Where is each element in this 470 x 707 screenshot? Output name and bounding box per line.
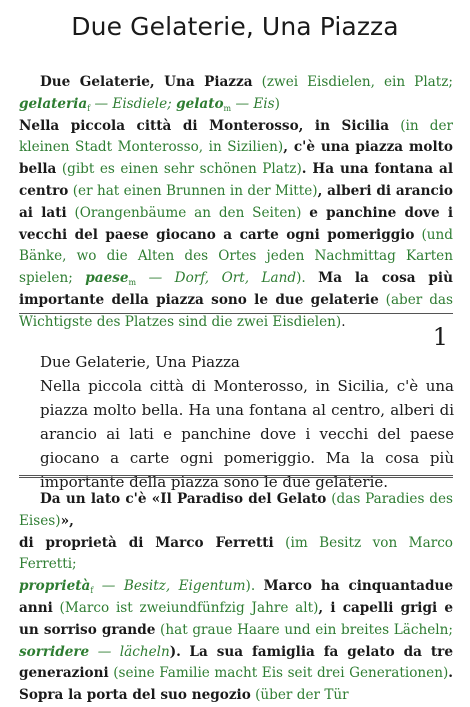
reading-body: Nella piccola città di Monterosso, in Sicilia, c'è una piazza molto bella. Ha una fontana al centro, alberi di arancio ai lati e panchine dove i vecchi del paese giocano a carte ogni pomeriggio. Ma la cosa più importante della piazza sono le due gelaterie. <box>40 377 454 491</box>
vocab-word: gelato <box>176 95 224 112</box>
vocab-word: proprietà <box>19 578 91 595</box>
italian-phrase: e panchine dove i vecchi del paese giocano a carte ogni pomeriggio <box>19 204 454 243</box>
german-gloss: (in der kleinen Stadt Monterosso, in Sizilien) <box>19 117 453 156</box>
reading-text <box>40 350 454 494</box>
section-divider <box>19 313 453 314</box>
gender-marker: f <box>87 103 91 113</box>
gloss-close: ). <box>169 643 181 660</box>
german-gloss: (gibt es einen sehr schönen Platz) <box>61 161 302 178</box>
reading-heading: Due Gelaterie, Una Piazza <box>40 353 240 371</box>
italian-phrase: , i capelli grigi e un sorriso grande <box>19 599 453 638</box>
german-gloss: (zwei Eisdielen, ein Platz; <box>261 74 453 90</box>
german-gloss: (er hat einen Brunnen in der Mitte) <box>72 182 318 199</box>
section-divider-double <box>19 475 453 478</box>
page-number: 1 <box>432 323 448 351</box>
italian-phrase: , c'è una piazza molto bella <box>19 139 454 178</box>
vocab-translation: — Eisdiele; <box>94 95 172 112</box>
italian-phrase: . Ha una fontana al centro <box>19 161 453 199</box>
vocab-word: paese <box>85 270 129 287</box>
german-gloss: (Marco ist zweiundfünfzig Jahre alt) <box>59 599 319 616</box>
german-gloss: (hat graue Haare und ein breites Lächeln; <box>160 621 453 638</box>
vocab-translation: — Besitz, Eigentum <box>101 578 246 595</box>
german-gloss: (aber das Wichtigste des Platzes sind die zwei Eisdielen) <box>19 291 453 330</box>
gloss-close: ). <box>245 578 256 595</box>
sentence-end: », <box>60 512 74 529</box>
vocab-translation: — Dorf, Ort, Land <box>148 270 297 287</box>
german-gloss: (und Bänke, wo die Alten des Ortes jeden Nachmittag Karten spielen; <box>19 226 453 287</box>
vocab-translation: — Eis <box>235 95 275 112</box>
italian-phrase: , alberi di arancio ai lati <box>19 182 453 221</box>
vocab-translation: — lächeln <box>97 643 170 660</box>
german-gloss: (Orangenbäume an den Seiten) <box>74 204 302 221</box>
italian-phrase: Nella piccola città di Monterosso, in Sicilia <box>19 117 390 134</box>
gloss-close: ) <box>274 95 280 112</box>
gender-marker: f <box>90 586 94 596</box>
italian-phrase: La sua famiglia fa gelato da tre generazioni <box>19 643 453 682</box>
vocab-word: gelateria <box>19 95 88 112</box>
german-gloss: (das Paradies des Eises) <box>19 491 453 529</box>
interlinear-paragraph-1 <box>19 72 453 334</box>
page-title: Due Gelaterie, Una Piazza <box>71 12 399 41</box>
gender-marker: m <box>223 103 232 113</box>
gloss-close: ). <box>296 270 306 287</box>
italian-phrase: Marco ha cinquantadue anni <box>19 578 453 616</box>
sentence-end: . <box>341 313 346 330</box>
italian-phrase: Ma la cosa più importante della piazza sono le due gelaterie <box>19 270 453 308</box>
german-gloss: (über der Tür <box>255 687 349 704</box>
italian-phrase: Da un lato c'è «Il Paradiso del Gelato <box>40 491 327 507</box>
italian-phrase: di proprietà di Marco Ferretti <box>19 534 274 551</box>
gender-marker: m <box>128 278 137 288</box>
interlinear-paragraph-2 <box>19 489 453 707</box>
italian-phrase: Due Gelaterie, Una Piazza <box>40 74 253 90</box>
german-gloss: (im Besitz von Marco Ferretti; <box>19 534 453 573</box>
german-gloss: (seine Familie macht Eis seit drei Generationen) <box>113 665 449 682</box>
italian-phrase: . Sopra la porta del suo negozio <box>19 665 453 704</box>
vocab-word: sorridere <box>19 643 90 660</box>
